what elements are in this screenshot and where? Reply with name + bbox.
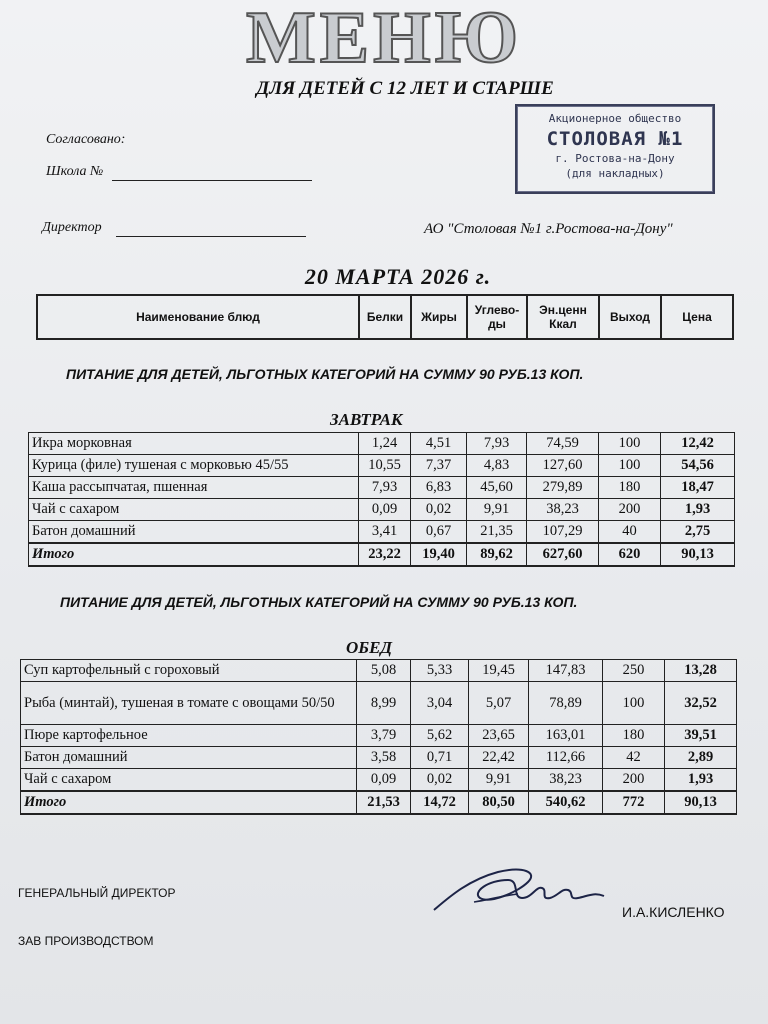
price-cell: 1,93 <box>665 769 737 792</box>
table-row <box>29 521 735 544</box>
table-row <box>29 499 735 521</box>
yield-cell: 100 <box>599 433 661 455</box>
kcal-cell: 279,89 <box>527 477 599 499</box>
kcal-cell: 112,66 <box>529 747 603 769</box>
col-header-carbs: Углево-ды <box>467 295 527 339</box>
kcal-cell: 78,89 <box>529 682 603 725</box>
total-label: Итого <box>29 543 359 566</box>
price-cell: 2,89 <box>665 747 737 769</box>
carbs-cell: 22,42 <box>469 747 529 769</box>
dish-name: Суп картофельный с гороховый <box>21 660 357 682</box>
total-price: 90,13 <box>665 791 737 814</box>
page-title: МЕНЮ <box>245 0 523 79</box>
section-heading-1: ПИТАНИЕ ДЛЯ ДЕТЕЙ, ЛЬГОТНЫХ КАТЕГОРИЙ НА СУММУ 90 РУБ.13 КОП. <box>66 366 584 382</box>
stamp-line-1: Акционерное общество <box>548 112 682 125</box>
carbs-cell: 19,45 <box>469 660 529 682</box>
yield-cell: 200 <box>603 769 665 792</box>
fat-cell: 0,71 <box>411 747 469 769</box>
carbs-cell: 21,35 <box>467 521 527 544</box>
protein-cell: 5,08 <box>357 660 411 682</box>
col-header-name: Наименование блюд <box>37 295 359 339</box>
table-row <box>21 682 737 725</box>
carbs-cell: 9,91 <box>467 499 527 521</box>
dish-name: Курица (филе) тушеная с морковью 45/55 <box>29 455 359 477</box>
production-head-label: ЗАВ ПРОИЗВОДСТВОМ <box>18 934 154 948</box>
dish-name: Чай с сахаром <box>21 769 357 792</box>
total-protein: 23,22 <box>359 543 411 566</box>
menu-date: 20 МАРТА 2026 г. <box>304 264 492 289</box>
price-cell: 13,28 <box>665 660 737 682</box>
fat-cell: 7,37 <box>411 455 467 477</box>
price-cell: 39,51 <box>665 725 737 747</box>
total-price: 90,13 <box>661 543 735 566</box>
protein-cell: 8,99 <box>357 682 411 725</box>
price-cell: 32,52 <box>665 682 737 725</box>
dish-name: Батон домашний <box>29 521 359 544</box>
protein-cell: 0,09 <box>357 769 411 792</box>
fat-cell: 5,33 <box>411 660 469 682</box>
company-name: АО "Столовая №1 г.Ростова-на-Дону" <box>424 221 673 237</box>
carbs-cell: 23,65 <box>469 725 529 747</box>
stamp-line-2: СТОЛОВАЯ №1 <box>546 128 684 150</box>
total-carbs: 80,50 <box>469 791 529 814</box>
total-fat: 14,72 <box>411 791 469 814</box>
total-yield: 620 <box>599 543 661 566</box>
fat-cell: 0,02 <box>411 769 469 792</box>
stamp-line-3: г. Ростова-на-Дону <box>555 152 675 165</box>
yield-cell: 180 <box>603 725 665 747</box>
kcal-cell: 147,83 <box>529 660 603 682</box>
total-carbs: 89,62 <box>467 543 527 566</box>
yield-cell: 250 <box>603 660 665 682</box>
fat-cell: 3,04 <box>411 682 469 725</box>
protein-cell: 3,58 <box>357 747 411 769</box>
price-cell: 54,56 <box>661 455 735 477</box>
price-cell: 2,75 <box>661 521 735 544</box>
dish-name: Батон домашний <box>21 747 357 769</box>
price-cell: 12,42 <box>661 433 735 455</box>
yield-cell: 200 <box>599 499 661 521</box>
carbs-cell: 9,91 <box>469 769 529 792</box>
fat-cell: 0,02 <box>411 499 467 521</box>
yield-cell: 180 <box>599 477 661 499</box>
total-yield: 772 <box>603 791 665 814</box>
handwritten-signature <box>428 858 608 922</box>
agreed-label: Согласовано: <box>46 132 126 147</box>
school-label: Школа № <box>46 164 104 179</box>
yield-cell: 42 <box>603 747 665 769</box>
company-stamp <box>515 104 715 194</box>
dish-name: Икра морковная <box>29 433 359 455</box>
carbs-cell: 4,83 <box>467 455 527 477</box>
meal-title-breakfast: ЗАВТРАК <box>330 410 403 429</box>
table-row <box>29 433 735 455</box>
school-line <box>112 180 312 181</box>
kcal-cell: 107,29 <box>527 521 599 544</box>
yield-cell: 100 <box>599 455 661 477</box>
total-label: Итого <box>21 791 357 814</box>
general-director-label: ГЕНЕРАЛЬНЫЙ ДИРЕКТОР <box>18 886 176 900</box>
breakfast-table <box>28 432 735 567</box>
table-row <box>21 747 737 769</box>
kcal-cell: 163,01 <box>529 725 603 747</box>
protein-cell: 7,93 <box>359 477 411 499</box>
price-cell: 18,47 <box>661 477 735 499</box>
stamp-line-4: (для накладных) <box>565 167 665 180</box>
col-header-price: Цена <box>661 295 733 339</box>
yield-cell: 100 <box>603 682 665 725</box>
carbs-cell: 5,07 <box>469 682 529 725</box>
protein-cell: 3,79 <box>357 725 411 747</box>
carbs-cell: 45,60 <box>467 477 527 499</box>
kcal-cell: 74,59 <box>527 433 599 455</box>
price-cell: 1,93 <box>661 499 735 521</box>
protein-cell: 1,24 <box>359 433 411 455</box>
yield-cell: 40 <box>599 521 661 544</box>
total-kcal: 627,60 <box>527 543 599 566</box>
dish-name: Рыба (минтай), тушеная в томате с овощами 50/50 <box>21 682 357 725</box>
meal-title-lunch: ОБЕД <box>346 638 393 657</box>
table-row <box>29 455 735 477</box>
total-kcal: 540,62 <box>529 791 603 814</box>
table-row <box>21 660 737 682</box>
section-heading-2: ПИТАНИЕ ДЛЯ ДЕТЕЙ, ЛЬГОТНЫХ КАТЕГОРИЙ НА СУММУ 90 РУБ.13 КОП. <box>60 594 578 610</box>
table-row <box>21 725 737 747</box>
page-subtitle: ДЛЯ ДЕТЕЙ С 12 ЛЕТ И СТАРШЕ <box>256 78 554 99</box>
column-header-table <box>36 294 734 340</box>
total-fat: 19,40 <box>411 543 467 566</box>
kcal-cell: 127,60 <box>527 455 599 477</box>
carbs-cell: 7,93 <box>467 433 527 455</box>
total-row <box>29 543 735 566</box>
fat-cell: 5,62 <box>411 725 469 747</box>
protein-cell: 10,55 <box>359 455 411 477</box>
total-protein: 21,53 <box>357 791 411 814</box>
table-row <box>29 477 735 499</box>
protein-cell: 3,41 <box>359 521 411 544</box>
col-header-protein: Белки <box>359 295 411 339</box>
dish-name: Пюре картофельное <box>21 725 357 747</box>
signatory-name: И.А.КИСЛЕНКО <box>622 904 725 920</box>
kcal-cell: 38,23 <box>529 769 603 792</box>
director-line <box>116 236 306 237</box>
total-row <box>21 791 737 814</box>
kcal-cell: 38,23 <box>527 499 599 521</box>
fat-cell: 6,83 <box>411 477 467 499</box>
director-label: Директор <box>42 220 102 235</box>
table-row <box>21 769 737 792</box>
dish-name: Каша рассыпчатая, пшенная <box>29 477 359 499</box>
col-header-fat: Жиры <box>411 295 467 339</box>
col-header-yield: Выход <box>599 295 661 339</box>
fat-cell: 0,67 <box>411 521 467 544</box>
fat-cell: 4,51 <box>411 433 467 455</box>
lunch-table <box>20 659 737 815</box>
col-header-kcal: Эн.ценн Ккал <box>527 295 599 339</box>
dish-name: Чай с сахаром <box>29 499 359 521</box>
protein-cell: 0,09 <box>359 499 411 521</box>
